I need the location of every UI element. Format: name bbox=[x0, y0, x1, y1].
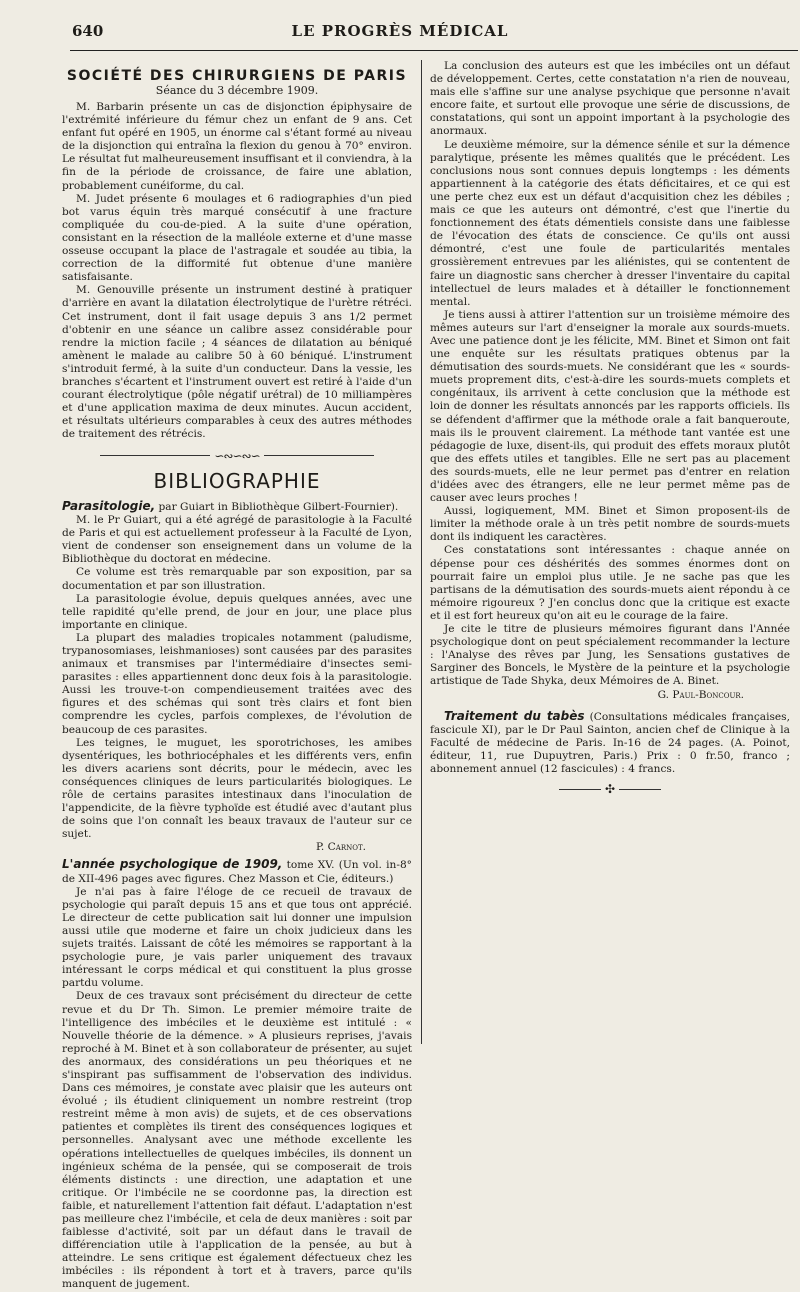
left-column bbox=[62, 60, 413, 1291]
section-divider: ∽∾∽∾∽ bbox=[62, 448, 412, 463]
entry-citation: (Consultations médicales françaises, fascicule XI), par le Dr Paul Sainton, ancien chef de Clinique à la Faculté de médecine de Paris. In-16 de 24 pages. (A. Poinot, éditeur, 11, rue Dupuytren, Paris.) Prix : 0 fr.50, franco ; abonnement annuel (12 fascicules) : 4 francs. bbox=[430, 710, 790, 775]
entry-signature: G. Paul-Boncour. bbox=[657, 688, 744, 701]
column-separator bbox=[421, 60, 422, 1044]
entry-paragraph: La parasitologie évolue, depuis quelques années, avec une telle rapidité qu'elle prend, de jour en jour, une place plus importante en clinique. bbox=[62, 592, 412, 631]
entry-paragraph: Je n'ai pas à faire l'éloge de ce recueil de travaux de psychologie qui paraît depuis 15 ans et que tous ont apprécié. Le directeur de cette publication sait lui donner une impulsion aussi utile que moderne et faire un choix judicieux dans les sujets traités. Laissant de côté les mémoires se rapportant à la psychologie pure, je vais parler uniquement des travaux intéressant le corps médical et qui constituent la plus grosse partdu volume. bbox=[62, 885, 412, 990]
closing-ornament: ✣ bbox=[430, 782, 790, 796]
bibliography-entry bbox=[430, 710, 790, 776]
entry-paragraph: Aussi, logiquement, MM. Binet et Simon proposent-ils de limiter la méthode orale à un très petit nombre de sourds-muets dont ils indiquent les caractères. bbox=[430, 505, 790, 544]
entry-citation: tome XV. (Un vol. in-8° de XII-496 pages avec figures. Chez Masson et Cie, éditeurs.) bbox=[62, 859, 412, 885]
journal-title: LE PROGRÈS MÉDICAL bbox=[291, 22, 509, 40]
bibliography-entry bbox=[62, 857, 412, 1291]
entry-heading: Traitement du tabès bbox=[444, 708, 585, 723]
entry-heading: Parasitologie, bbox=[62, 498, 156, 513]
page-header bbox=[0, 0, 800, 58]
entry-paragraph: Le deuxième mémoire, sur la démence sénile et sur la démence paralytique, présente les mêmes qualités que le précédent. Les conclusions nous sont connues depuis longtemps : les déments appartiennent à la catégorie des états déficitaires, et ce qui est une perte chez eux est un défaut d'acquisition chez les débiles ; mais ce que les auteurs ont démontré, c'est que l'inertie du fonctionnement des états démentiels consiste dans une faiblesse de l'évocation des états de conscience. Ce qu'ils ont aussi démontré, c'est une foule de particularités mentales grossièrement entrevues par les aliénistes, qui se contentent de faire un diagnostic sans chercher à dresser l'inventaire du capital intellectuel de leurs malades et à détailler le fonctionnement mental. bbox=[430, 138, 790, 308]
entry-paragraph: Les teignes, le muguet, les sporotrichoses, les amibes dysentériques, les bothriocéphales et les différents vers, enfin les divers acariens sont décrits, pour le médecin, avec les conséquences cliniques de leurs particularités biologiques. Le rôle de certains parasites intestinaux dans l'inoculation de l'appendicite, de la fièvre typhoïde est étudié avec d'autant plus de soins que l'on connaît les beaux travaux de l'auteur sur ce sujet. bbox=[62, 736, 412, 841]
bibliographie-title: BIBLIOGRAPHIE bbox=[153, 468, 321, 493]
entry-heading: L'année psychologique de 1909, bbox=[62, 857, 283, 872]
entry-paragraph: Je tiens aussi à attirer l'attention sur un troisième mémoire des mêmes auteurs sur l'art d'enseigner la morale aux sourds-muets. Avec une patience dont je les félicite, MM. Binet et Simon ont fait une enquête sur les résultats pratiques obtenus par la démutisation des sourds-muets. Ne considérant que les « sourds-muets proprement dits, c'est-à-dire les sourds-muets complets et congénitaux, ils arrivent à cette conclusion que la méthode est loin de donner les résultats annoncés par les rapports officiels. Ils se défendent d'affirmer que la méthode orale a fait banqueroute, mais ils le prouvent clairement. La méthode tant vantée est une pédagogie de luxe, disent-ils, qui produit des effets moraux plutôt que des effets utiles et tangibles. Elle ne sert pas au placement des sourds-muets, elle ne leur permet pas d'entrer en relation d'idées avec des étrangers, elle ne leur permet même pas de causer avec leurs proches ! bbox=[430, 308, 790, 505]
entry-paragraph: La plupart des maladies tropicales notamment (paludisme, trypanosomiases, leishmanioses) sont causées par des parasites animaux et transmises par l'intermédiaire d'insectes semi-parasites : elles appartiennent donc deux fois à la parasitologie. Aussi les trouve-t-on compendieusement traitées avec des figures et des schémas qui sont très clairs et font bien comprendre les cycles, parfois complexes, de l'évolution de beaucoup de ces parasites. bbox=[62, 631, 412, 736]
page-number: 640 bbox=[72, 22, 104, 40]
entry-paragraph: Ces constatations sont intéressantes : chaque année on dépense pour ces déshérités des sommes énormes dont on pourrait faire un emploi plus utile. Je ne sache pas que les partisans de la démutisation des sourds-muets aient répondu à ce mémoire rigoureux ? J'en conclus donc que la critique est exacte et il est fort heureux qu'on ait eu le courage de la faire. bbox=[430, 544, 790, 622]
entry-paragraph-continued: Deux de ces travaux sont précisément du directeur de cette revue et du Dr Th. Simon. Le premier mémoire traite de l'intelligence des imbéciles et le deuxième est intitulé : « Nouvelle théorie de la démence. » A plusieurs reprises, j'avais reproché à M. Binet et à son collaborateur de présenter, au sujet des anormaux, des considérations un peu théoriques et ne s'inspirant pas suffisamment de l'observation des individus. Dans ces mémoires, je constate avec plaisir que les auteurs ont évolué ; ils étudient cliniquement un nombre restreint (trop restreint même à mon avis) de sujets, et de ces observations patientes et complètes ils tirent des conséquences logiques et personnelles. Analysant avec une méthode excellente les opérations intellectuelles de quelques imbéciles, ils donnent un ingénieux schéma de la pensée, qui se composerait de trois éléments distincts : une direction, une adaptation et une critique. Or l'imbécile ne se coordonne pas, la direction est faible, et naturellement l'attention fait défaut. L'adaptation n'est pas meilleure chez l'imbécile, et cela de deux manières : soit par faiblesse d'activité, soit par un défaut dans le travail de différenciation utile à l'application de la pensée, au but à atteindre. Le sens critique est également défectueux chez les imbéciles : ils répondent à tort et à travers, parce qu'ils manquent de jugement. bbox=[62, 990, 412, 1291]
society-paragraph: M. Genouville présente un instrument destiné à pratiquer d'arrière en avant la dilatation électrolytique de l'urètre rétréci. Cet instrument, dont il fait usage depuis 3 ans 1/2 permet d'obtenir en une séance un calibre assez considérable pour rendre la miction facile ; 4 séances de dilatation au béniqué amènent le malade au calibre 50 à 60 béniqué. L'instrument s'introduit fermé, à la suite d'un conducteur. Dans la vessie, les branches s'écartent et l'instrument ouvert est retiré à l'aide d'un courant électrolytique (pôle négatif urétral) de 10 milliampères et d'une application maxima de deux minutes. Aucun accident, et résultats ultérieurs comparables à ceux des autres méthodes de traitement des rétrécis. bbox=[62, 284, 412, 441]
entry-citation: par Guiart in Bibliothèque Gilbert-Fournier). bbox=[158, 500, 399, 513]
right-column bbox=[430, 60, 790, 1044]
session-date: Séance du 3 décembre 1909. bbox=[155, 84, 319, 97]
entry-paragraph: Ce volume est très remarquable par son exposition, par sa documentation et par son illustration. bbox=[62, 566, 412, 592]
entry-paragraph: M. le Pr Guiart, qui a été agrégé de parasitologie à la Faculté de Paris et qui est actuellement professeur à la Faculté de Lyon, vient de condenser son enseignement dans un volume de la Bibliothèque du doctorat en médecine. bbox=[62, 514, 412, 566]
header-rule bbox=[70, 50, 798, 51]
entry-paragraph: La conclusion des auteurs est que les imbéciles ont un défaut de développement. Certes, cette constatation n'a rien de nouveau, mais elle s'affine sur une analyse psychique que personne n'avait encore faite, et surtout elle provoque une série de discussions, de constatations, qui sont un appoint important à la psychologie des anormaux. bbox=[430, 60, 790, 138]
society-title: SOCIÉTÉ DES CHIRURGIENS DE PARIS bbox=[66, 68, 408, 84]
entry-signature: P. Carnot. bbox=[315, 841, 366, 854]
bibliography-entry bbox=[62, 500, 412, 855]
society-paragraph: M. Judet présente 6 moulages et 6 radiographies d'un pied bot varus équin très marqué consécutif à une fracture compliquée du cou-de-pied. A la suite d'une opération, consistant en la résection de la malléole externe et d'une masse osseuse occupant la place de l'astragale et soudée au tibia, la correction de la difformité fut obtenue d'une manière satisfaisante. bbox=[62, 192, 412, 284]
entry-paragraph: Je cite le titre de plusieurs mémoires figurant dans l'Année psychologique dont on peut spécialement recommander la lecture : l'Analyse des rêves par Jung, les Sensations gustatives de Sarginer des Boncels, le Mystère de la peinture et la psychologie artistique de Tade Shyka, deux Mémoires de A. Binet. bbox=[430, 623, 790, 688]
society-paragraph: M. Barbarin présente un cas de disjonction épiphysaire de l'extrémité inférieure du fémur chez un enfant de 9 ans. Cet enfant fut opéré en 1905, un énorme cal s'étant formé au niveau de la disjonction qui entraîna la flexion du genou à 70° environ. Le résultat fut malheureusement insuffisant et il conviendra, à la fin de la période de croissance, de faire une ablation, probablement cunéiforme, du cal. bbox=[62, 101, 413, 192]
